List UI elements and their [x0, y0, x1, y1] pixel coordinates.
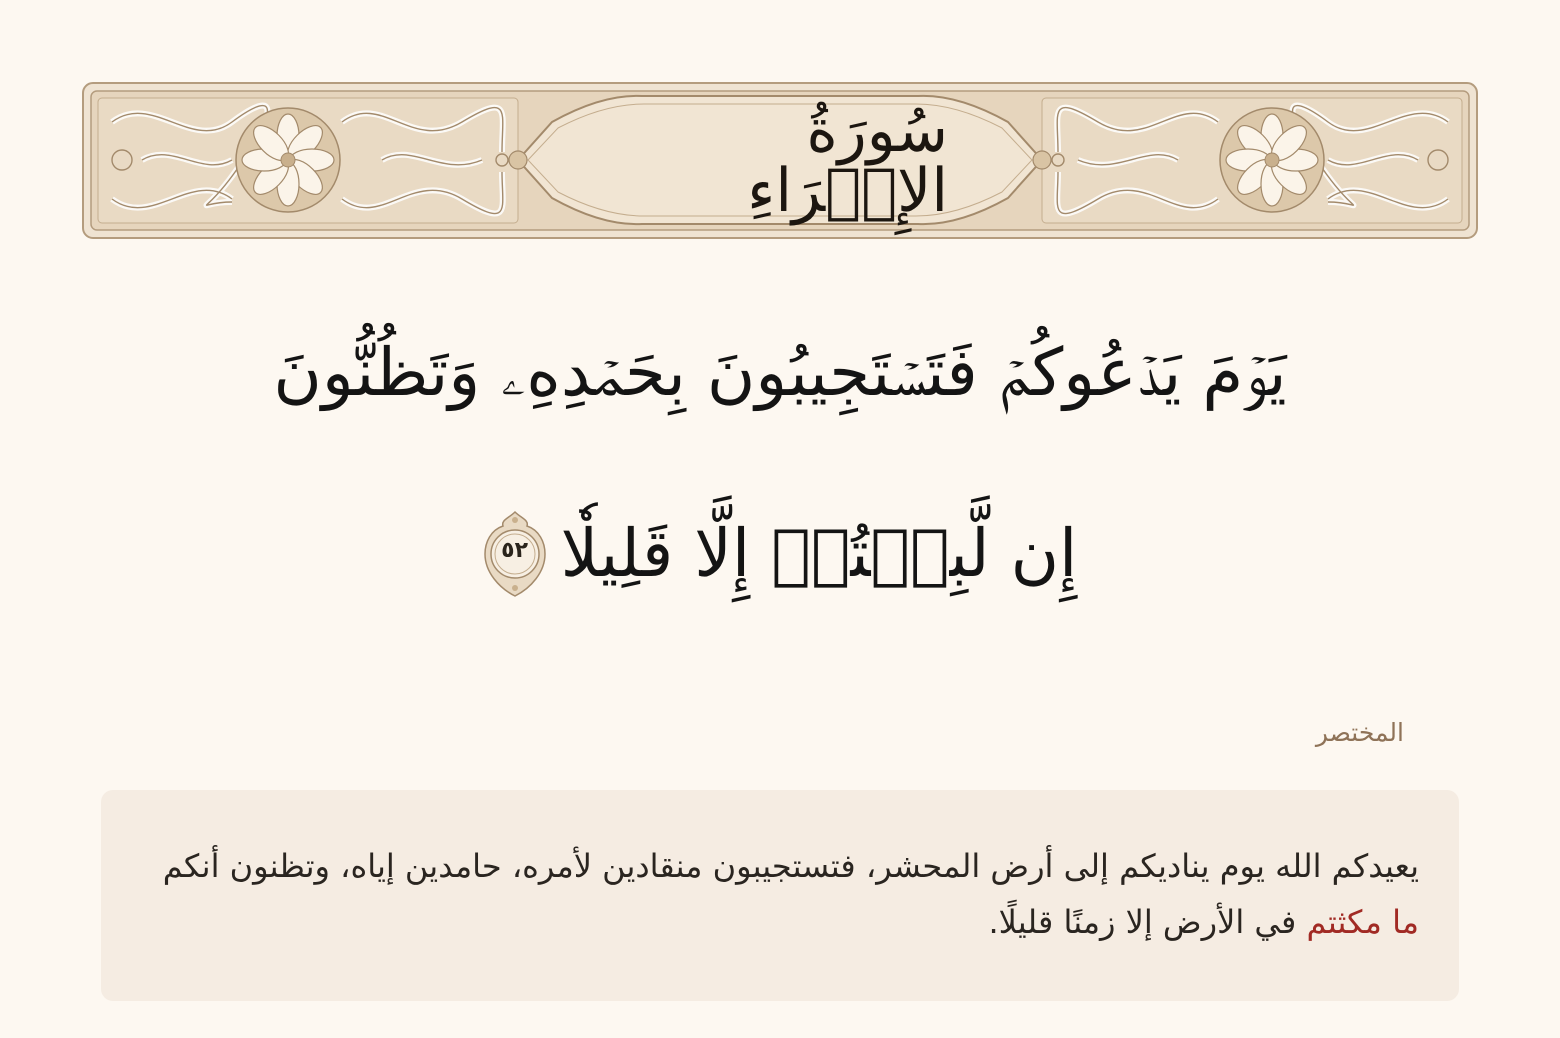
- ayah-end-marker-icon: [483, 510, 547, 598]
- left-ornament-panel: [98, 98, 518, 223]
- tafsir-text-before: يعيدكم الله يوم يناديكم إلى أرض المحشر، فتستجيبون منقادين لأمره، حامدين إياه، وتظنون أنكم: [162, 847, 1419, 885]
- verse-line-2-row: [150, 510, 1410, 598]
- right-ornament-panel: [1042, 98, 1462, 223]
- tafsir-text-after: في الأرض إلا زمنًا قليلًا.: [988, 903, 1307, 941]
- surah-title: سُورَةُ الإِسۡرَاءِ: [747, 95, 948, 226]
- ayah-number: ٥٢: [501, 538, 529, 563]
- tafsir-source-label: المختصر: [1315, 718, 1404, 747]
- floral-rosette-icon: [1220, 108, 1324, 212]
- surah-header: [82, 82, 1478, 239]
- tafsir-highlight: ما مكثتم: [1306, 903, 1419, 941]
- verse-line-1: يَوۡمَ يَدۡعُوكُمۡ فَتَسۡتَجِيبُونَ بِحَمۡدِهِۦ وَتَظُنُّونَ: [273, 334, 1287, 411]
- tafsir-card: [101, 790, 1459, 1001]
- verse-line-2: إِن لَّبِثۡتُمۡ إِلَّا قَلِيلٗا: [560, 515, 1078, 592]
- tafsir-text: [157, 838, 1419, 950]
- floral-rosette-icon: [236, 108, 340, 212]
